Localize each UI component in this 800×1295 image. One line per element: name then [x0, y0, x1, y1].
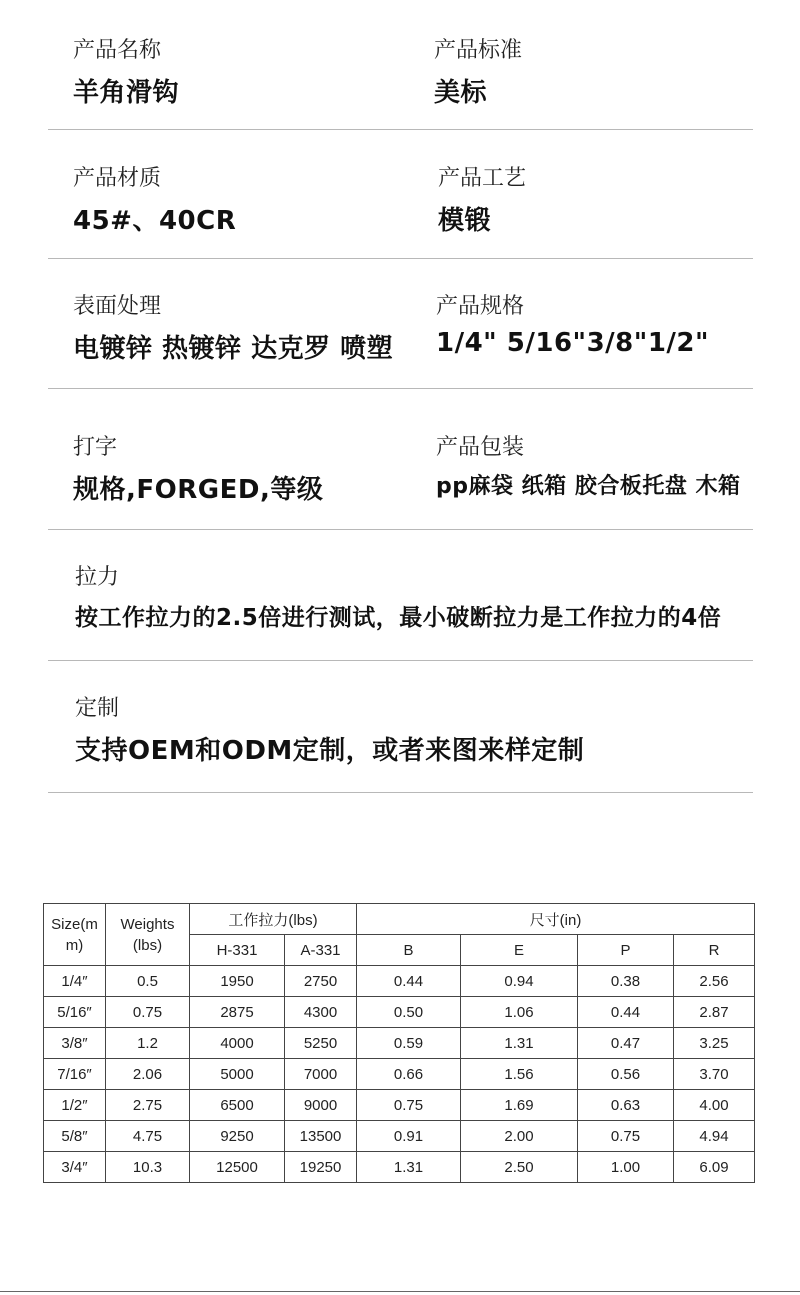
spec-item: [75, 691, 584, 767]
spec-value: 按工作拉力的2.5倍进行测试，最小破断拉力是工作拉力的4倍: [75, 605, 722, 631]
table-header-row: [44, 904, 755, 935]
weights-header: Weights (lbs): [106, 904, 190, 966]
spec-value: 1/4" 5/16"3/8"1/2": [436, 328, 710, 358]
table-cell: 1.06: [461, 997, 578, 1028]
spec-value: 美标: [434, 78, 488, 108]
table-cell: 1.56: [461, 1059, 578, 1090]
table-cell: 3.70: [674, 1059, 755, 1090]
spec-label: 产品名称: [73, 38, 162, 63]
table-row: [44, 1121, 755, 1152]
table-cell: 7/16″: [44, 1059, 106, 1090]
table-cell: 1950: [190, 966, 285, 997]
table-cell: 5/8″: [44, 1121, 106, 1152]
table-cell: 2750: [285, 966, 357, 997]
spec-label: 表面处理: [73, 294, 162, 319]
table-cell: 5000: [190, 1059, 285, 1090]
spec-item: [438, 161, 526, 237]
table-row: [44, 1090, 755, 1121]
table-cell: 0.56: [578, 1059, 674, 1090]
table-cell: 3/4″: [44, 1152, 106, 1183]
spec-value: pp麻袋 纸箱 胶合板托盘 木箱: [436, 474, 741, 499]
table-cell: 0.47: [578, 1028, 674, 1059]
spec-value: 模锻: [438, 206, 492, 236]
spec-row: [48, 661, 753, 793]
dimension-header: 尺寸(in): [357, 904, 755, 935]
table-cell: 13500: [285, 1121, 357, 1152]
table-row: [44, 1152, 755, 1183]
spec-label: 打字: [73, 435, 118, 460]
spec-row: [48, 130, 753, 259]
table-cell: 3.25: [674, 1028, 755, 1059]
table-cell: 0.38: [578, 966, 674, 997]
table-cell: 1.31: [461, 1028, 578, 1059]
size-header: Size(m m): [44, 904, 106, 966]
table-cell: 0.75: [357, 1090, 461, 1121]
spec-item: [436, 430, 740, 500]
table-row: [44, 966, 755, 997]
spec-label: 产品规格: [436, 294, 525, 319]
table-cell: 0.66: [357, 1059, 461, 1090]
spec-item: [434, 33, 522, 109]
load-header: 工作拉力(lbs): [190, 904, 357, 935]
table-cell: 0.94: [461, 966, 578, 997]
table-cell: 7000: [285, 1059, 357, 1090]
spec-value: 支持OEM和ODM定制，或者来图来样定制: [75, 736, 585, 766]
table-cell: 9250: [190, 1121, 285, 1152]
table-cell: 1.69: [461, 1090, 578, 1121]
table-cell: 0.44: [578, 997, 674, 1028]
column-header: H-331: [190, 935, 285, 966]
spec-item: [436, 289, 709, 358]
spec-label: 拉力: [75, 565, 120, 590]
table-cell: 2.00: [461, 1121, 578, 1152]
spec-table: [43, 903, 755, 1183]
column-header: E: [461, 935, 578, 966]
spec-table-wrap: [43, 903, 755, 1183]
table-cell: 1.31: [357, 1152, 461, 1183]
spec-label: 产品包装: [436, 435, 525, 460]
table-cell: 4.75: [106, 1121, 190, 1152]
table-cell: 1/2″: [44, 1090, 106, 1121]
spec-value: 规格,FORGED,等级: [73, 475, 324, 505]
table-cell: 4.00: [674, 1090, 755, 1121]
table-cell: 0.91: [357, 1121, 461, 1152]
spec-label: 产品工艺: [438, 166, 527, 191]
table-cell: 2.87: [674, 997, 755, 1028]
spec-label: 产品标准: [434, 38, 523, 63]
spec-value: 电镀锌 热镀锌 达克罗 喷塑: [73, 334, 394, 364]
table-cell: 1.2: [106, 1028, 190, 1059]
table-cell: 0.75: [106, 997, 190, 1028]
column-header: P: [578, 935, 674, 966]
table-cell: 1.00: [578, 1152, 674, 1183]
table-cell: 0.44: [357, 966, 461, 997]
table-cell: 4.94: [674, 1121, 755, 1152]
table-cell: 5/16″: [44, 997, 106, 1028]
column-header: B: [357, 935, 461, 966]
table-cell: 9000: [285, 1090, 357, 1121]
table-cell: 6500: [190, 1090, 285, 1121]
spec-row: [48, 259, 753, 389]
column-header: R: [674, 935, 755, 966]
table-cell: 0.63: [578, 1090, 674, 1121]
spec-item: [73, 430, 323, 506]
table-cell: 2.06: [106, 1059, 190, 1090]
spec-row: [48, 389, 753, 530]
spec-item: [75, 560, 721, 632]
table-cell: 4000: [190, 1028, 285, 1059]
table-row: [44, 1059, 755, 1090]
table-cell: 12500: [190, 1152, 285, 1183]
table-cell: 1/4″: [44, 966, 106, 997]
table-cell: 3/8″: [44, 1028, 106, 1059]
table-row: [44, 1028, 755, 1059]
spec-list: [48, 0, 753, 793]
table-cell: 10.3: [106, 1152, 190, 1183]
table-cell: 0.5: [106, 966, 190, 997]
spec-item: [73, 161, 236, 237]
table-cell: 2.50: [461, 1152, 578, 1183]
table-cell: 4300: [285, 997, 357, 1028]
column-header: A-331: [285, 935, 357, 966]
table-cell: 2.56: [674, 966, 755, 997]
table-cell: 19250: [285, 1152, 357, 1183]
spec-row: [48, 0, 753, 130]
table-cell: 6.09: [674, 1152, 755, 1183]
spec-item: [73, 33, 179, 109]
table-cell: 0.75: [578, 1121, 674, 1152]
bottom-divider: [0, 1291, 800, 1292]
spec-label: 定制: [75, 696, 120, 721]
spec-value: 45#、40CR: [73, 206, 237, 236]
table-cell: 2.75: [106, 1090, 190, 1121]
table-cell: 5250: [285, 1028, 357, 1059]
spec-row: [48, 530, 753, 661]
spec-label: 产品材质: [73, 166, 162, 191]
table-cell: 0.59: [357, 1028, 461, 1059]
table-cell: 0.50: [357, 997, 461, 1028]
spec-value: 羊角滑钩: [73, 78, 180, 108]
spec-item: [73, 289, 393, 365]
table-row: [44, 997, 755, 1028]
table-cell: 2875: [190, 997, 285, 1028]
